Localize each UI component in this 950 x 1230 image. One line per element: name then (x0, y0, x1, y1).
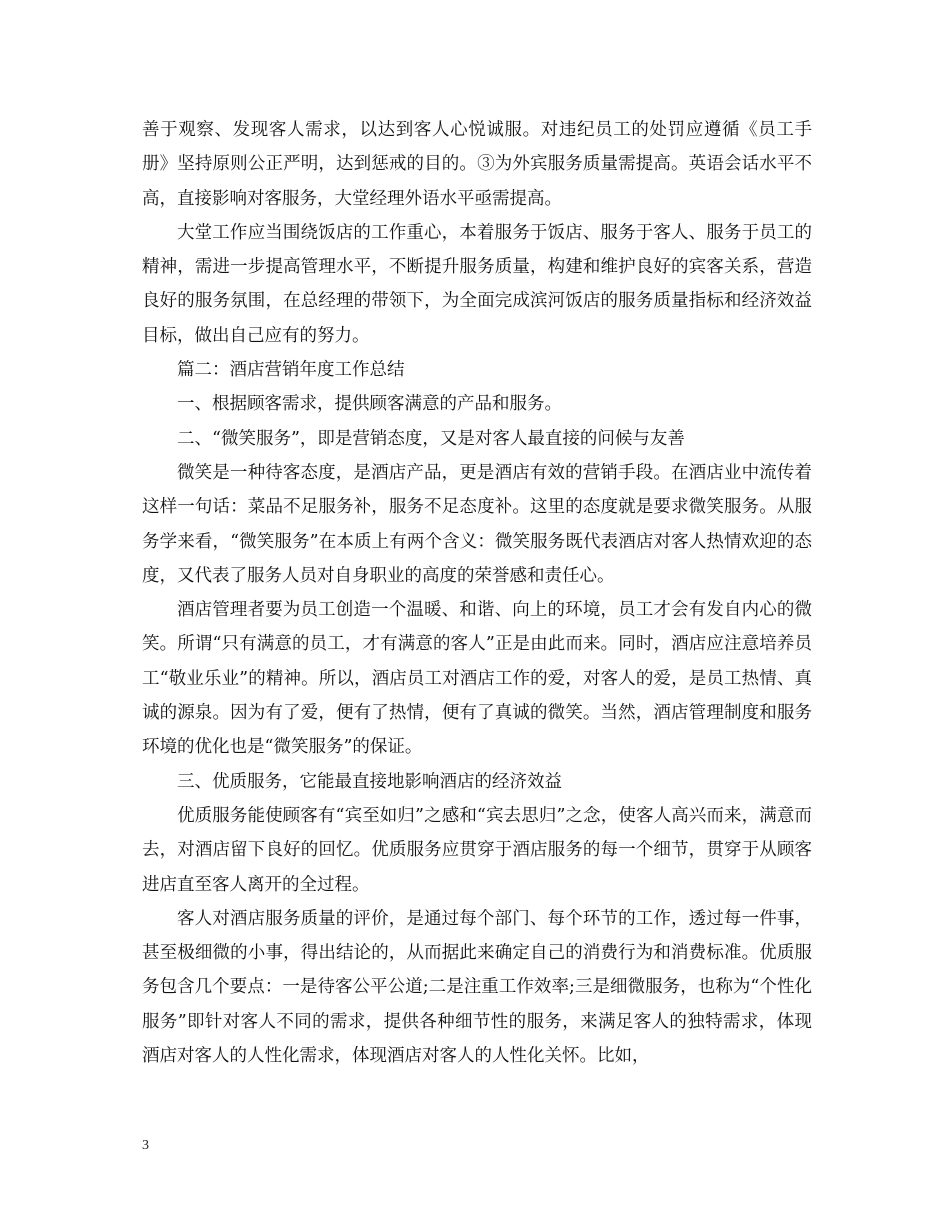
paragraph-evaluation: 客人对酒店服务质量的评价，是通过每个部门、每个环节的工作，透过每一件事，甚至极细微的小事，得出结论的，从而据此来确定自己的消费行为和消费标准。优质服务包含几个要点：一是待客公平公道;二是注重工作效率;三是细微服务，也称为“个性化服务”即针对客人不同的需求，提供各种细节性的服务，来满足客人的独特需求，体现酒店对客人的人性化需求，体现酒店对客人的人性化关怀。比如， (142, 908, 812, 1067)
paragraph-2: 大堂工作应当围绕饭店的工作重心，本着服务于饭店、服务于客人、服务于员工的精神，需进一步提高管理水平，不断提升服务质量，构建和维护良好的宾客关系，营造良好的服务氛围，在总经理的带领下，为全面完成滨河饭店的服务质量指标和经济效益目标，做出自己应有的努力。 (142, 222, 812, 346)
document-body (142, 113, 812, 1073)
paragraph-management: 酒店管理者要为员工创造一个温暖、和谐、向上的环境，员工才会有发自内心的微笑。所谓“只有满意的员工，才有满意的客人”正是由此而来。同时，酒店应注意培养员工“敬业乐业”的精神。所以，酒店员工对酒店工作的爱，对客人的爱，是员工热情、真诚的源泉。因为有了爱，便有了热情，便有了真诚的微笑。当然，酒店管理制度和服务环境的优化也是“微笑服务”的保证。 (142, 600, 812, 758)
paragraph-1: 善于观察、发现客人需求，以达到客人心悦诚服。对违纪员工的处罚应遵循《员工手册》坚持原则公正严明，达到惩戒的目的。③为外宾服务质量需提高。英语会话水平不高，直接影响对客服务，大堂经理外语水平亟需提高。 (142, 120, 812, 209)
paragraph-quality-service: 优质服务能使顾客有“宾至如归”之感和“宾去思归”之念，使客人高兴而来，满意而去，对酒店留下良好的回忆。优质服务应贯穿于酒店服务的每一个细节，贯穿于从顾客进店直至客人离开的全过程。 (142, 805, 812, 895)
section-heading-part-two: 篇二：酒店营销年度工作总结 (177, 360, 405, 381)
section-heading-3: 三、优质服务，它能最直接地影响酒店的经济效益 (177, 771, 562, 792)
section-heading-2: 二、“微笑服务”，即是营销态度，又是对客人最直接的问候与友善 (177, 428, 685, 449)
paragraph-smile-service: 微笑是一种待客态度，是酒店产品，更是酒店有效的营销手段。在酒店业中流传着这样一句话：菜品不足服务补，服务不足态度补。这里的态度就是要求微笑服务。从服务学来看，“微笑服务”在本质上有两个含义：微笑服务既代表酒店对客人热情欢迎的态度，又代表了服务人员对自身职业的高度的荣誉感和责任心。 (142, 462, 812, 586)
page-number: 3 (142, 1138, 149, 1153)
section-heading-1: 一、根据顾客需求，提供顾客满意的产品和服务。 (177, 394, 562, 415)
